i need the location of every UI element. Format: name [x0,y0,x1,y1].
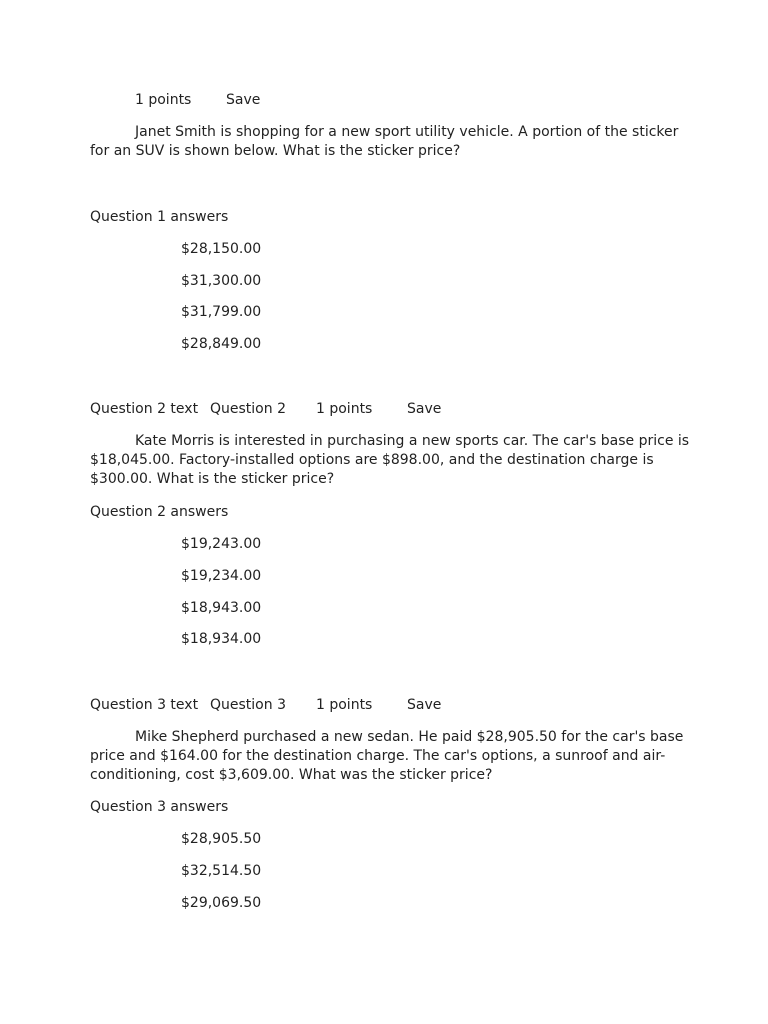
question-1-answer-option[interactable]: $31,799.00 [181,304,262,320]
question-1-answer-option[interactable]: $28,150.00 [181,241,262,257]
question-2-answer-option[interactable]: $18,943.00 [181,600,262,616]
question-1-save-link[interactable]: Save [226,92,261,108]
question-3-text: Mike Shepherd purchased a new sedan. He paid $28,905.50 for the car's base price and $164.00 for the destination charge. The car's options, a sunroof and air-conditioning, cost $3,609.00. What was the sticker price? [90,729,684,783]
question-1-text: Janet Smith is shopping for a new sport utility vehicle. A portion of the sticker for an SUV is shown below. What is the sticker price? [90,124,679,159]
question-3-header [90,696,490,714]
question-3-text-label: Question 3 text [90,697,199,713]
question-3-answer-option[interactable]: $28,905.50 [181,831,262,847]
question-2-text: Kate Morris is interested in purchasing a new sports car. The car's base price is $18,045.00. Factory-installed options are $898.00, and the destination charge is $300.00. What is the sticker price? [90,433,690,487]
question-3-points: 1 points [316,697,373,713]
question-2-save-link[interactable]: Save [407,401,442,417]
question-2-number: Question 2 [210,401,286,417]
question-2-answer-option[interactable]: $19,243.00 [181,536,262,552]
question-3-answers-label: Question 3 answers [90,799,229,815]
question-1-header [90,91,390,109]
question-3-answer-option[interactable]: $32,514.50 [181,863,262,879]
question-2-answer-option[interactable]: $19,234.00 [181,568,262,584]
question-2-answers-label: Question 2 answers [90,504,229,520]
question-2-header [90,400,490,418]
question-1-answers-label: Question 1 answers [90,209,229,225]
question-2-points: 1 points [316,401,373,417]
question-1-points: 1 points [135,92,192,108]
question-1-answer-option[interactable]: $28,849.00 [181,336,262,352]
question-2-answer-option[interactable]: $18,934.00 [181,631,262,647]
question-3-save-link[interactable]: Save [407,697,442,713]
question-1-answer-option[interactable]: $31,300.00 [181,273,262,289]
question-2-text-label: Question 2 text [90,401,199,417]
question-3-number: Question 3 [210,697,286,713]
question-3-answer-option[interactable]: $29,069.50 [181,895,262,911]
